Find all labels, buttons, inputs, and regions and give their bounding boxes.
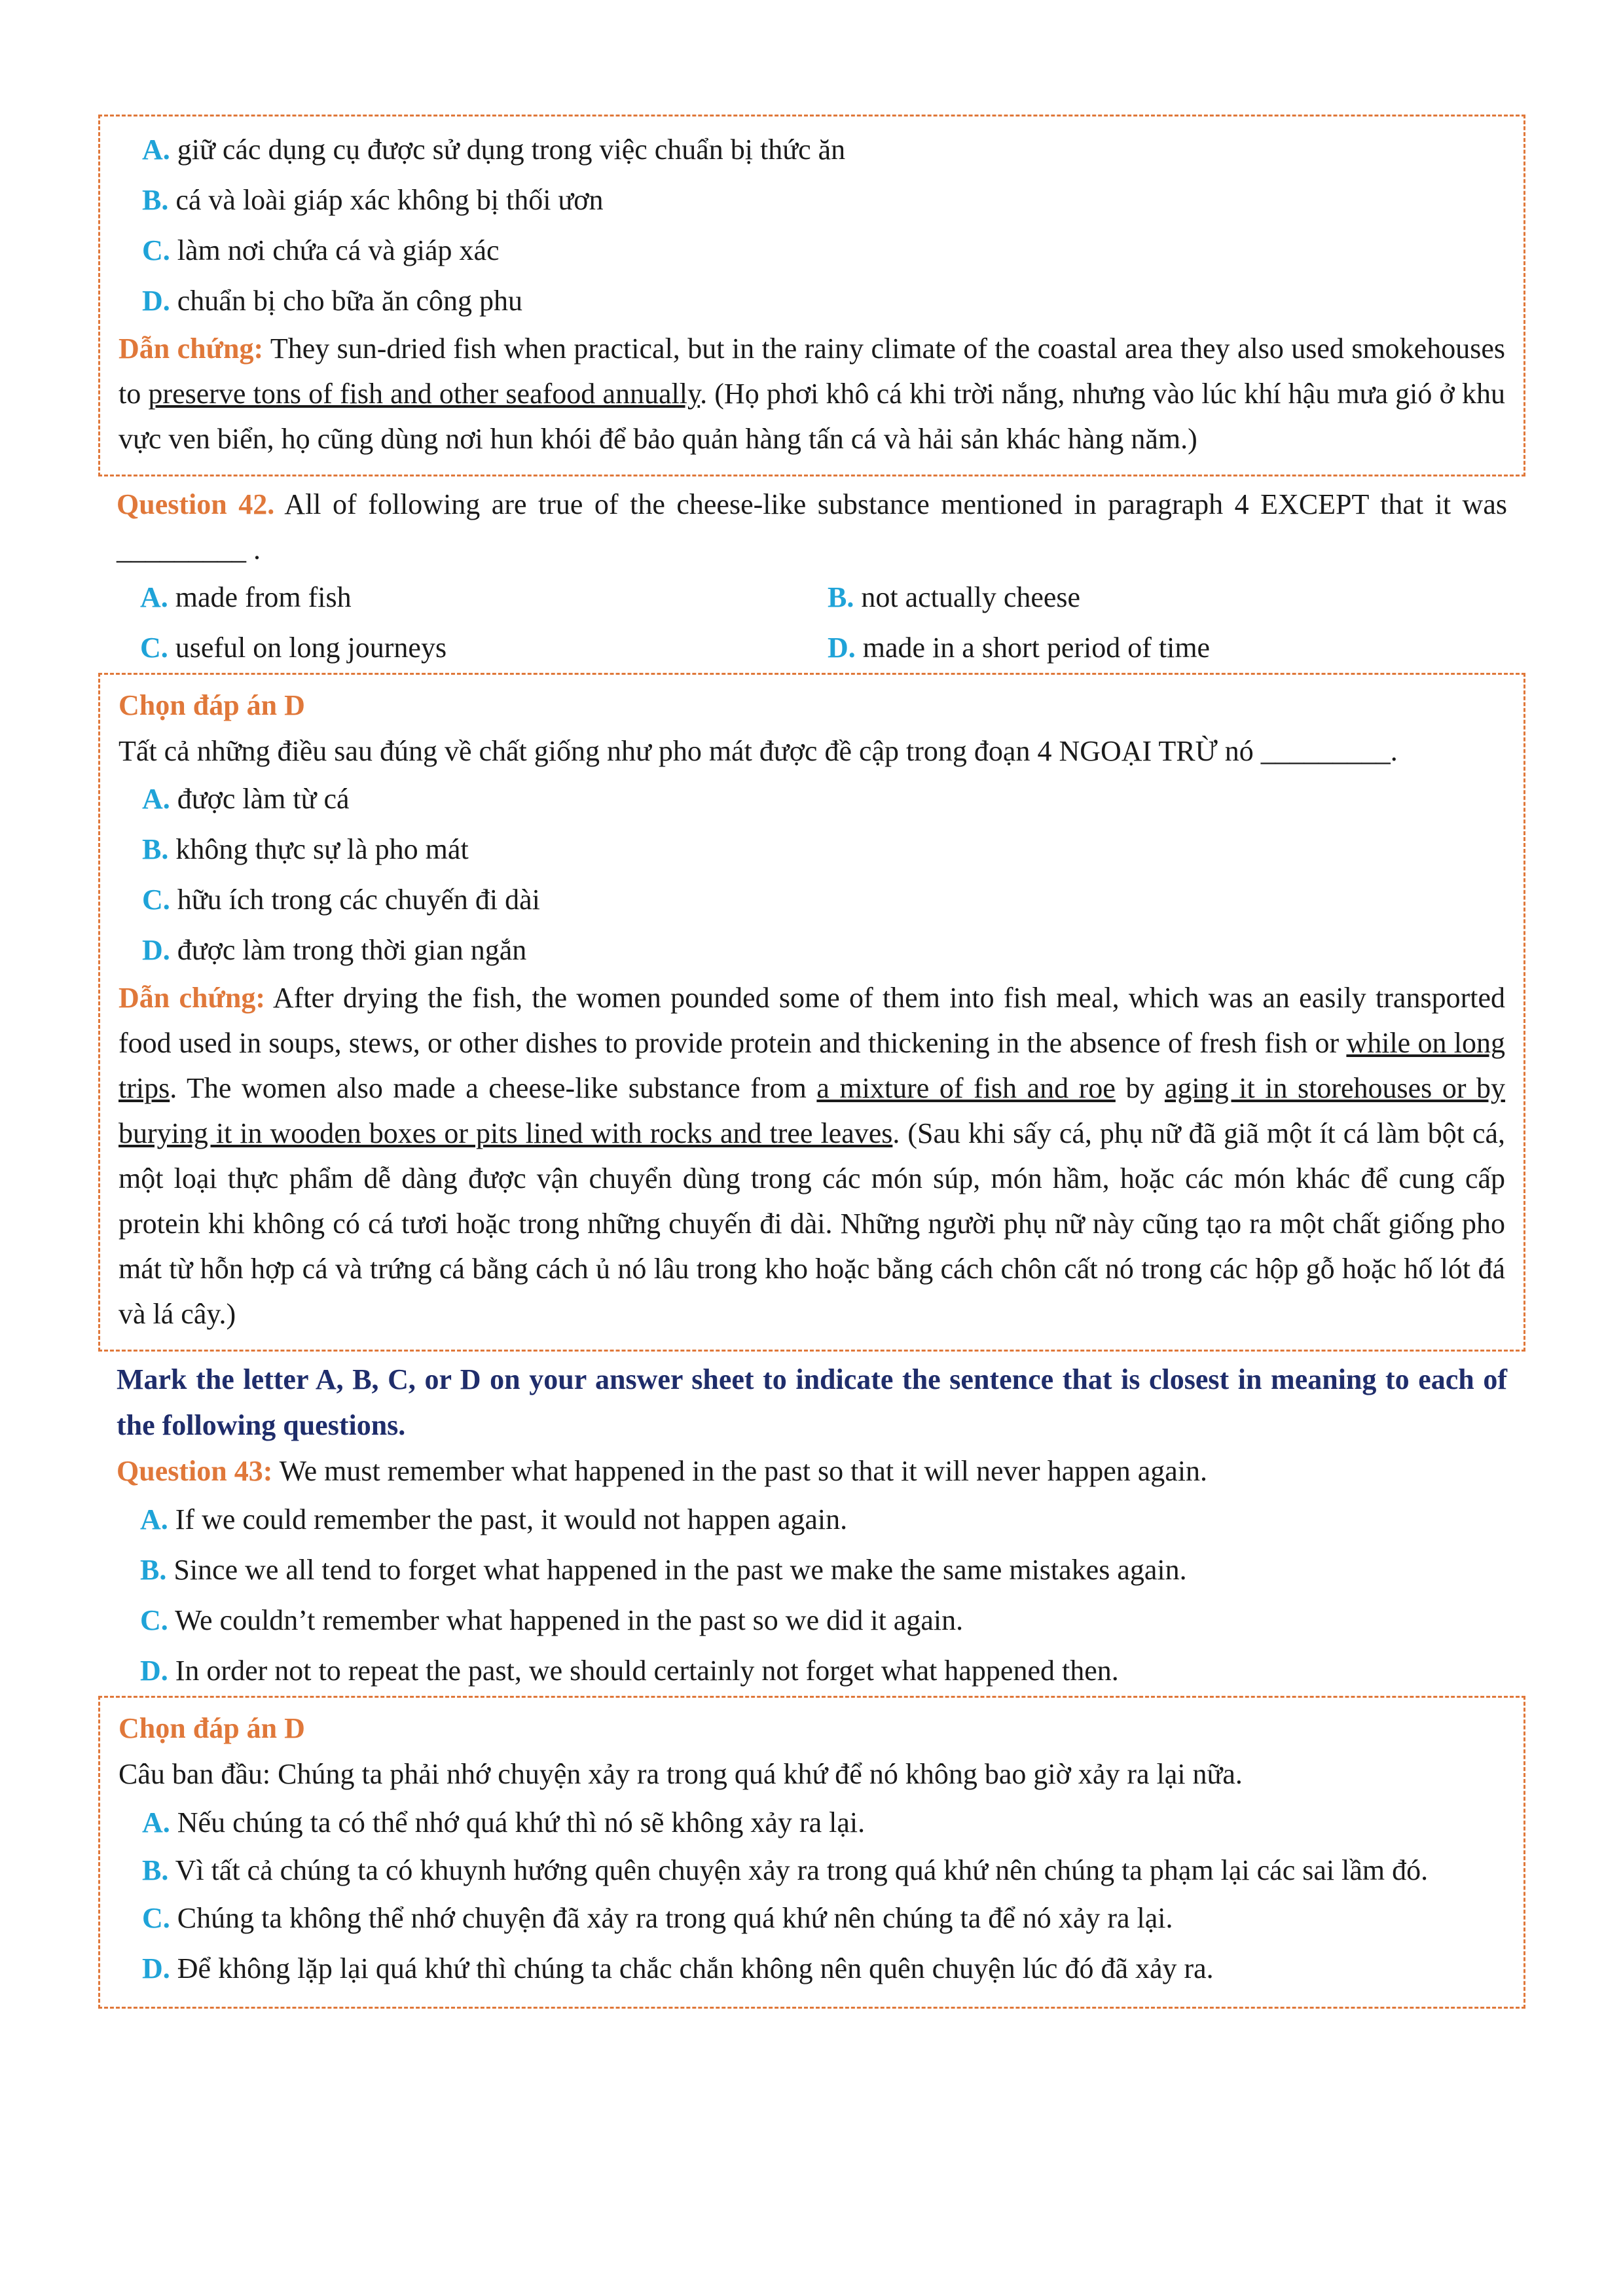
- option-letter: A.: [142, 1806, 170, 1839]
- option-text: If we could remember the past, it would not happen again.: [175, 1503, 848, 1535]
- option-letter: B.: [142, 1854, 169, 1886]
- option-letter: C.: [140, 632, 168, 664]
- option-text: not actually cheese: [861, 581, 1081, 613]
- page: [98, 115, 1525, 2009]
- option-letter: C.: [142, 234, 170, 266]
- translation-text: Tất cả những điều sau đúng về chất giống như pho mát được đề cập trong đoạn 4 NGOẠI TRỪ nó _________.: [119, 735, 1398, 767]
- evidence-text: They sun-dried fish when practical, but in the rainy climate of the coastal area they also used smokehouses to: [119, 332, 1505, 410]
- answer-label: Chọn đáp án D: [119, 1712, 305, 1744]
- option-c: [119, 874, 1505, 925]
- option-d[interactable]: [117, 1645, 1507, 1696]
- question-43-section: [98, 1352, 1525, 1696]
- evidence-paragraph: [119, 326, 1505, 461]
- question-42: [98, 476, 1525, 673]
- option-b[interactable]: [804, 572, 1544, 622]
- option-c: [119, 1893, 1505, 1943]
- option-d: [119, 276, 1505, 326]
- option-letter: B.: [142, 833, 169, 865]
- option-b: [119, 1848, 1505, 1893]
- option-letter: B.: [828, 581, 854, 613]
- option-letter: A.: [140, 1503, 168, 1535]
- option-text: In order not to repeat the past, we should certainly not forget what happened then.: [175, 1655, 1119, 1687]
- option-text: giữ các dụng cụ được sử dụng trong việc chuẩn bị thức ăn: [177, 134, 846, 166]
- option-letter: C.: [142, 884, 170, 916]
- option-text: chuẩn bị cho bữa ăn công phu: [177, 285, 523, 317]
- explanation-box-q42: [98, 673, 1525, 1352]
- evidence-paragraph: [119, 975, 1505, 1336]
- option-text: made from fish: [175, 581, 352, 613]
- section-instruction: Mark the letter A, B, C, or D on your answer sheet to indicate the sentence that is closest in meaning to each of the following questions.: [117, 1363, 1507, 1441]
- option-text: made in a short period of time: [862, 632, 1211, 664]
- option-letter: A.: [142, 134, 170, 166]
- evidence-text: by: [1125, 1072, 1155, 1104]
- option-d: [119, 925, 1505, 975]
- option-text: Vì tất cả chúng ta có khuynh hướng quên chuyện xảy ra trong quá khứ nên chúng ta phạm lại các sai lầm đó.: [175, 1854, 1429, 1886]
- option-letter: C.: [142, 1902, 170, 1934]
- option-text: không thực sự là pho mát: [175, 833, 469, 865]
- option-letter: D.: [828, 632, 856, 664]
- answer-label: Chọn đáp án D: [119, 689, 305, 721]
- option-letter: A.: [140, 581, 168, 613]
- options-grid: [117, 572, 1507, 673]
- option-text: cá và loài giáp xác không bị thối ươn: [175, 184, 604, 216]
- option-letter: B.: [142, 184, 169, 216]
- evidence-text: After drying the fish, the women pounded some of them into fish meal, which was an easily transported food used in soups, stews, or other dishes to provide protein and thickening in the absence of fresh fish or: [119, 982, 1505, 1059]
- option-letter: D.: [140, 1655, 168, 1687]
- option-letter: C.: [140, 1604, 168, 1636]
- option-text: làm nơi chứa cá và giáp xác: [177, 234, 500, 266]
- question-text: All of following are true of the cheese-like substance mentioned in paragraph 4 EXCEPT that it was _________ .: [117, 488, 1507, 565]
- question-stem: [117, 1448, 1507, 1494]
- option-text: hữu ích trong các chuyến đi dài: [177, 884, 540, 916]
- evidence-underline: a mixture of fish and roe: [816, 1072, 1116, 1104]
- option-text: Nếu chúng ta có thể nhớ quá khứ thì nó sẽ không xảy ra lại.: [177, 1806, 866, 1839]
- option-letter: D.: [142, 1952, 170, 1984]
- option-a[interactable]: [117, 1494, 1507, 1545]
- option-a: [119, 1797, 1505, 1848]
- option-d[interactable]: [804, 622, 1544, 673]
- option-c[interactable]: [117, 1595, 1507, 1645]
- option-text: useful on long journeys: [175, 632, 447, 664]
- option-d: [119, 1943, 1505, 1994]
- question-stem: [117, 482, 1507, 572]
- explanation-box-q41: [98, 115, 1525, 476]
- option-c: [119, 225, 1505, 276]
- option-a: [119, 124, 1505, 175]
- option-b: [119, 175, 1505, 225]
- evidence-underline: aging it in storehouses or by burying it in wooden boxes or pits lined with rocks and tree leaves: [119, 1072, 1506, 1149]
- option-letter: B.: [140, 1554, 167, 1586]
- evidence-translation: . (Họ phơi khô cá khi trời nắng, nhưng vào lúc khí hậu mưa gió ở khu vực ven biển, họ cũng dùng nơi hun khói để bảo quản hàng tấn cá và hải sản khác hàng năm.): [119, 378, 1505, 455]
- option-text: Để không lặp lại quá khứ thì chúng ta chắc chắn không nên quên chuyện lúc đó đã xảy ra.: [177, 1952, 1214, 1984]
- option-text: Chúng ta không thể nhớ chuyện đã xảy ra trong quá khứ nên chúng ta để nó xảy ra lại.: [177, 1902, 1173, 1934]
- evidence-translation: . (Sau khi sấy cá, phụ nữ đã giã một ít cá làm bột cá, một loại thực phẩm dễ dàng được vận chuyển dùng trong các món súp, món hầm, hoặc các món khác để cung cấp protein khi không có cá tươi hoặc trong những chuyến đi dài. Những người phụ nữ này cũng tạo ra một chất giống pho mát từ hỗn hợp cá và trứng cá bằng cách ủ nó lâu trong kho hoặc bằng cách chôn cất nó trong các hộp gỗ hoặc hố lót đá và lá cây.): [119, 1117, 1506, 1330]
- option-a[interactable]: [117, 572, 804, 622]
- question-label: Question 43:: [117, 1455, 273, 1487]
- option-c[interactable]: [117, 622, 804, 673]
- evidence-underline: while on long trips: [119, 1027, 1505, 1104]
- evidence-text: . The women also made a cheese-like substance from: [170, 1072, 807, 1104]
- evidence-underline: preserve tons of fish and other seafood annually: [148, 378, 701, 410]
- option-b: [119, 824, 1505, 874]
- option-text: We couldn’t remember what happened in the past so we did it again.: [175, 1604, 964, 1636]
- option-letter: D.: [142, 934, 170, 966]
- option-text: Since we all tend to forget what happened in the past we make the same mistakes again.: [173, 1554, 1187, 1586]
- evidence-label: Dẫn chứng:: [119, 982, 266, 1014]
- evidence-label: Dẫn chứng:: [119, 332, 264, 365]
- option-text: được làm trong thời gian ngắn: [177, 934, 527, 966]
- option-text: được làm từ cá: [177, 783, 350, 815]
- explanation-box-q43: [98, 1696, 1525, 2009]
- option-b[interactable]: [117, 1545, 1507, 1595]
- question-label: Question 42.: [117, 488, 275, 520]
- option-letter: A.: [142, 783, 170, 815]
- option-a: [119, 774, 1505, 824]
- option-letter: D.: [142, 285, 170, 317]
- original-sentence: Câu ban đầu: Chúng ta phải nhớ chuyện xảy ra trong quá khứ để nó không bao giờ xảy ra lại nữa.: [119, 1758, 1243, 1790]
- question-text: We must remember what happened in the past so that it will never happen again.: [279, 1455, 1208, 1487]
